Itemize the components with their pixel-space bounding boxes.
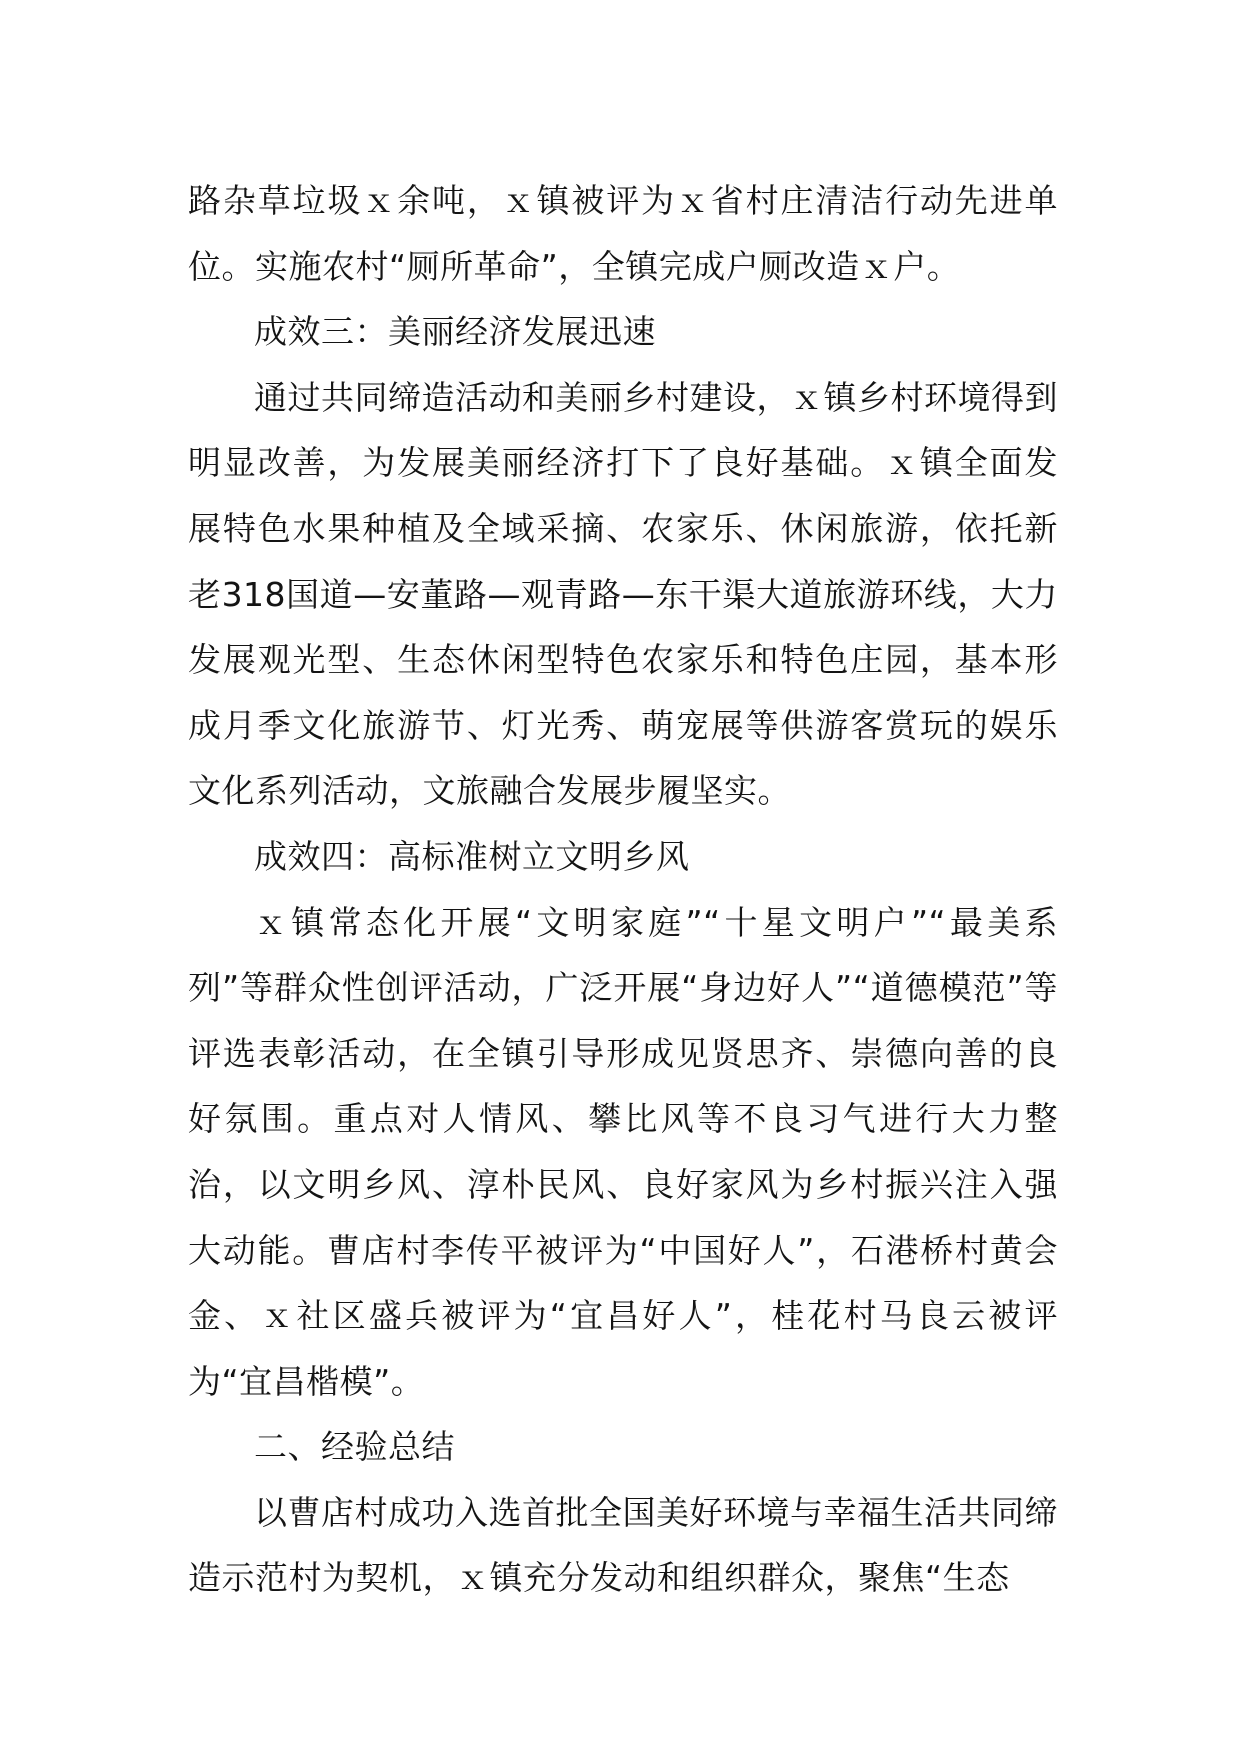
document-page <box>188 168 1058 1611</box>
heading-result-three: 成效三：美丽经济发展迅速 <box>254 312 656 352</box>
heading-result-four: 成效四：高标准树立文明乡风 <box>254 836 690 876</box>
heading-experience-summary: 二、经验总结 <box>254 1427 455 1467</box>
paragraph-civilized-customs: ｘ镇常态化开展“文明家庭”“十星文明户”“最美系列”等群众性创评活动，广泛开展“身边好人”“道德模范”等评选表彰活动，在全镇引导形成见贤思齐、崇德向善的良好氛围。重点对人情风、攀比风等不良习气进行大力整治，以文明乡风、淳朴民风、良好家风为乡村振兴注入强大动能。曹店村李传平被评为“中国好人”，石港桥村黄会金、ｘ社区盛兵被评为“宜昌好人”，桂花村马良云被评为“宜昌楷模”。 <box>188 902 1058 1401</box>
paragraph-sanitation-continued: 路杂草垃圾ｘ余吨，ｘ镇被评为ｘ省村庄清洁行动先进单位。实施农村“厕所革命”，全镇完成户厕改造ｘ户。 <box>188 181 1058 286</box>
paragraph-beautiful-economy: 通过共同缔造活动和美丽乡村建设，ｘ镇乡村环境得到明显改善，为发展美丽经济打下了良好基础。ｘ镇全面发展特色水果种植及全域采摘、农家乐、休闲旅游，依托新老318国道—安董路—观青路—东干渠大道旅游环线，大力发展观光型、生态休闲型特色农家乐和特色庄园，基本形成月季文化旅游节、灯光秀、萌宠展等供游客赏玩的娱乐文化系列活动，文旅融合发展步履坚实。 <box>188 377 1058 811</box>
paragraph-experience-intro: 以曹店村成功入选首批全国美好环境与幸福生活共同缔造示范村为契机，ｘ镇充分发动和组织群众，聚焦“生态 <box>188 1492 1058 1598</box>
